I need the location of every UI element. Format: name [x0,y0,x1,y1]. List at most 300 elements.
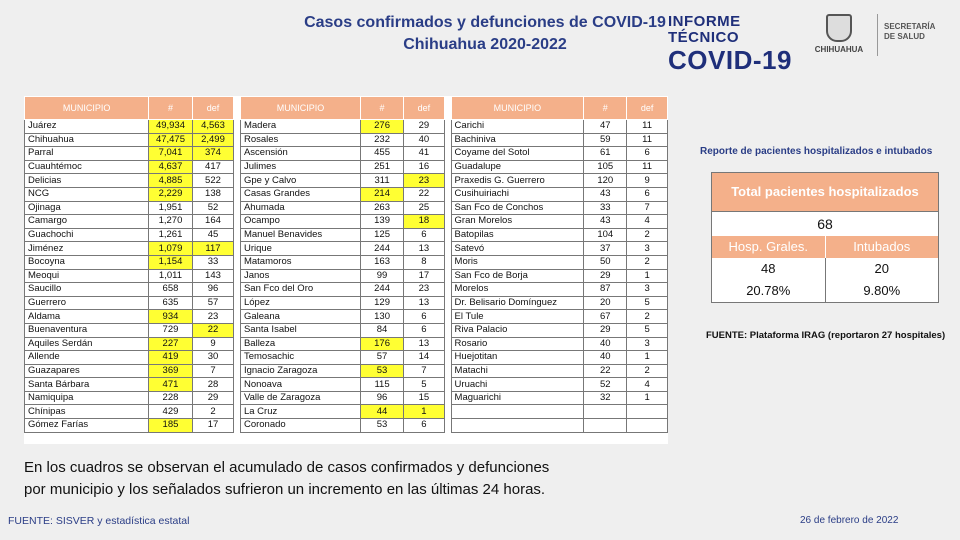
def-cell: 29 [404,120,445,134]
table-row [25,120,668,134]
municipio-cell: El Tule [451,310,584,324]
municipio-cell: Moris [451,255,584,269]
def-cell: 40 [404,133,445,147]
municipio-cell: Valle de Zaragoza [240,391,360,405]
def-cell: 2 [627,364,668,378]
municipio-cell: San Fco de Conchos [451,201,584,215]
casos-cell: 53 [361,364,404,378]
column-gap [444,242,451,256]
casos-cell: 7,041 [149,147,193,161]
municipios-table-container [24,96,668,444]
def-cell: 15 [404,391,445,405]
municipio-cell: Balleza [240,337,360,351]
column-gap [234,147,241,161]
hospital-values-row [712,258,938,280]
casos-cell: 47,475 [149,133,193,147]
municipio-cell: San Fco de Borja [451,269,584,283]
def-cell: 22 [404,187,445,201]
def-cell: 13 [404,242,445,256]
table-row [25,405,668,419]
def-cell: 417 [192,160,233,174]
casos-cell: 67 [584,310,627,324]
def-cell: 13 [404,296,445,310]
municipio-cell: Matamoros [240,255,360,269]
def-cell: 57 [192,296,233,310]
casos-cell: 53 [361,419,404,433]
casos-cell: 185 [149,419,193,433]
hospital-subheader-row [712,236,938,258]
def-cell: 7 [192,364,233,378]
column-gap [444,310,451,324]
casos-cell: 43 [584,187,627,201]
casos-cell: 129 [361,296,404,310]
def-cell: 4,563 [192,120,233,134]
def-cell: 6 [404,419,445,433]
explanation-note [24,457,624,501]
municipio-cell: Guadalupe [451,160,584,174]
def-cell: 9 [192,337,233,351]
def-cell: 6 [404,310,445,324]
hospital-pct-row [712,280,938,302]
casos-cell: 311 [361,174,404,188]
table-row [25,228,668,242]
table-row [25,187,668,201]
page-title [300,12,670,56]
municipios-table [24,96,668,433]
municipio-cell: Aldama [25,310,149,324]
def-cell: 2 [192,405,233,419]
municipio-cell: Rosario [451,337,584,351]
municipio-cell: Gran Morelos [451,215,584,229]
casos-cell: 635 [149,296,193,310]
header-def: def [192,97,233,120]
def-cell: 8 [404,255,445,269]
def-cell: 4 [627,215,668,229]
casos-cell: 22 [584,364,627,378]
def-cell: 18 [404,215,445,229]
casos-cell: 1,154 [149,255,193,269]
column-gap [234,378,241,392]
casos-cell [584,405,627,419]
municipio-cell: Aquiles Serdán [25,337,149,351]
def-cell: 1 [404,405,445,419]
casos-cell: 99 [361,269,404,283]
municipio-cell: La Cruz [240,405,360,419]
municipio-cell: López [240,296,360,310]
casos-cell: 163 [361,255,404,269]
casos-cell: 130 [361,310,404,324]
column-gap [234,351,241,365]
def-cell: 3 [627,283,668,297]
def-cell: 117 [192,242,233,256]
municipio-cell: Temosachic [240,351,360,365]
informe-tecnico-logo [668,14,798,74]
casos-cell: 658 [149,283,193,297]
header-municipio: MUNICIPIO [25,97,149,120]
municipio-cell: Nonoava [240,378,360,392]
column-gap [234,228,241,242]
def-cell: 138 [192,187,233,201]
casos-cell: 176 [361,337,404,351]
table-row [25,296,668,310]
casos-cell: 47 [584,120,627,134]
def-cell: 11 [627,133,668,147]
municipio-cell: Maguarichi [451,391,584,405]
column-gap [234,201,241,215]
casos-cell: 96 [361,391,404,405]
casos-cell: 87 [584,283,627,297]
municipio-cell: Guazapares [25,364,149,378]
informe-line-2: COVID-19 [668,45,792,75]
municipio-cell: San Fco del Oro [240,283,360,297]
intubados-value: 20 [874,261,889,276]
def-cell: 2 [627,310,668,324]
table-row [25,378,668,392]
hospital-summary-table [711,172,939,303]
casos-cell: 32 [584,391,627,405]
municipio-cell: Chínipas [25,405,149,419]
municipio-cell: Chihuahua [25,133,149,147]
municipio-cell: Batopilas [451,228,584,242]
casos-cell: 263 [361,201,404,215]
header-def: def [404,97,445,120]
def-cell: 6 [404,323,445,337]
casos-cell: 1,270 [149,215,193,229]
note-line-1: En los cuadros se observan el acumulado de casos confirmados y defunciones [24,459,550,476]
casos-cell: 37 [584,242,627,256]
municipio-cell: Matachi [451,364,584,378]
header-casos: # [584,97,627,120]
table-row [25,147,668,161]
def-cell: 3 [627,242,668,256]
table-row [25,242,668,256]
column-gap [444,201,451,215]
municipio-cell: Casas Grandes [240,187,360,201]
municipio-cell: Ahumada [240,201,360,215]
municipio-cell: Allende [25,351,149,365]
casos-cell: 57 [361,351,404,365]
def-cell: 6 [404,228,445,242]
report-date: 26 de febrero de 2022 [800,515,899,526]
column-gap [234,174,241,188]
casos-cell: 276 [361,120,404,134]
column-gap [444,160,451,174]
municipio-cell: Janos [240,269,360,283]
column-gap [234,391,241,405]
def-cell: 11 [627,160,668,174]
municipio-cell: Riva Palacio [451,323,584,337]
casos-cell: 50 [584,255,627,269]
casos-cell [584,419,627,433]
table-row [25,174,668,188]
column-gap [234,242,241,256]
table-row [25,201,668,215]
column-gap [234,323,241,337]
column-gap [444,147,451,161]
def-cell: 11 [627,120,668,134]
table-row [25,215,668,229]
casos-cell: 125 [361,228,404,242]
intubados-pct: 9.80% [863,283,901,298]
column-gap [444,283,451,297]
municipio-cell: Rosales [240,133,360,147]
header-casos: # [361,97,404,120]
def-cell: 25 [404,201,445,215]
municipio-cell: Coyame del Sotol [451,147,584,161]
municipio-cell: Guerrero [25,296,149,310]
municipio-cell: Namiquipa [25,391,149,405]
def-cell: 5 [627,296,668,310]
column-gap [444,391,451,405]
def-cell: 17 [404,269,445,283]
casos-cell: 4,637 [149,160,193,174]
def-cell: 6 [627,147,668,161]
casos-cell: 455 [361,147,404,161]
note-line-2: por municipio y los señalados sufrieron un incremento en las últimas 24 horas. [24,481,546,498]
chihuahua-logo-text: CHIHUAHUA [814,45,864,54]
municipio-cell: Huejotitan [451,351,584,365]
casos-cell: 61 [584,147,627,161]
column-gap [444,255,451,269]
table-row [25,255,668,269]
def-cell: 23 [404,174,445,188]
column-gap [444,228,451,242]
table-row [25,391,668,405]
casos-cell: 4,885 [149,174,193,188]
def-cell [627,405,668,419]
def-cell: 7 [627,201,668,215]
def-cell: 7 [404,364,445,378]
casos-cell: 1,951 [149,201,193,215]
municipio-cell: NCG [25,187,149,201]
casos-cell: 228 [149,391,193,405]
casos-cell: 33 [584,201,627,215]
hospital-total: 68 [817,216,833,232]
casos-cell: 84 [361,323,404,337]
column-gap [444,378,451,392]
municipio-cell: Ocampo [240,215,360,229]
def-cell: 45 [192,228,233,242]
municipio-cell: Santa Bárbara [25,378,149,392]
casos-cell: 1,079 [149,242,193,256]
table-row [25,323,668,337]
source-footer: FUENTE: SISVER y estadística estatal [8,515,190,527]
table-row [25,337,668,351]
def-cell: 96 [192,283,233,297]
column-gap [444,323,451,337]
table-row [25,283,668,297]
column-gap [234,120,241,134]
casos-cell: 104 [584,228,627,242]
municipio-cell: Coronado [240,419,360,433]
casos-cell: 115 [361,378,404,392]
header-municipio: MUNICIPIO [240,97,360,120]
casos-cell: 59 [584,133,627,147]
casos-cell: 471 [149,378,193,392]
def-cell: 52 [192,201,233,215]
column-gap [444,174,451,188]
logo-divider [877,14,878,56]
def-cell: 4 [627,378,668,392]
def-cell: 14 [404,351,445,365]
column-gap [444,187,451,201]
def-cell: 6 [627,187,668,201]
casos-cell: 369 [149,364,193,378]
municipio-cell: Gpe y Calvo [240,174,360,188]
def-cell: 22 [192,323,233,337]
header-casos: # [149,97,193,120]
def-cell: 2 [627,255,668,269]
shield-icon [826,14,852,42]
casos-cell: 729 [149,323,193,337]
informe-line-1: INFORME TÉCNICO [668,13,741,46]
def-cell: 30 [192,351,233,365]
municipio-cell: Praxedis G. Guerrero [451,174,584,188]
casos-cell: 105 [584,160,627,174]
municipio-cell: Madera [240,120,360,134]
casos-cell: 429 [149,405,193,419]
municipio-cell: Manuel Benavides [240,228,360,242]
casos-cell: 244 [361,283,404,297]
def-cell: 522 [192,174,233,188]
municipio-cell: Dr. Belisario Domínguez [451,296,584,310]
def-cell: 143 [192,269,233,283]
def-cell: 13 [404,337,445,351]
casos-cell: 40 [584,337,627,351]
municipio-cell: Julimes [240,160,360,174]
municipio-cell: Cusihuiriachi [451,187,584,201]
municipio-cell: Ascensión [240,147,360,161]
municipio-cell: Uruachi [451,378,584,392]
casos-cell: 49,934 [149,120,193,134]
table-header-row [25,97,668,120]
municipio-cell: Jiménez [25,242,149,256]
def-cell: 28 [192,378,233,392]
casos-cell: 244 [361,242,404,256]
casos-cell: 139 [361,215,404,229]
column-gap [234,310,241,324]
casos-cell: 40 [584,351,627,365]
casos-cell: 29 [584,323,627,337]
def-cell: 29 [192,391,233,405]
casos-cell: 20 [584,296,627,310]
column-gap [234,97,241,120]
secretaria-salud-logo [884,22,935,42]
column-gap [444,97,451,120]
column-gap [234,337,241,351]
def-cell: 5 [627,323,668,337]
def-cell: 1 [627,391,668,405]
casos-cell: 214 [361,187,404,201]
column-gap [234,133,241,147]
salud-line-1: SECRETARÍA [884,22,936,31]
casos-cell: 52 [584,378,627,392]
header-def: def [627,97,668,120]
casos-cell: 232 [361,133,404,147]
municipio-cell: Bocoyna [25,255,149,269]
column-gap [234,405,241,419]
municipio-cell [451,405,584,419]
table-row [25,419,668,433]
title-line-1: Casos confirmados y defunciones de COVID-19 [304,14,666,31]
column-gap [444,215,451,229]
table-row [25,364,668,378]
table-row [25,310,668,324]
def-cell: 23 [192,310,233,324]
chihuahua-logo [810,14,868,54]
column-gap [444,269,451,283]
hospital-source: FUENTE: Plataforma IRAG (reportaron 27 hospitales) [706,330,946,341]
def-cell: 23 [404,283,445,297]
municipio-cell: Santa Isabel [240,323,360,337]
municipio-cell: Buenaventura [25,323,149,337]
column-gap [444,419,451,433]
municipio-cell: Carichi [451,120,584,134]
def-cell: 2,499 [192,133,233,147]
casos-cell: 419 [149,351,193,365]
def-cell: 164 [192,215,233,229]
casos-cell: 1,011 [149,269,193,283]
municipio-cell: Juárez [25,120,149,134]
table-row [25,351,668,365]
intubados-label: Intubados [826,236,939,258]
header-municipio: MUNICIPIO [451,97,584,120]
def-cell: 5 [404,378,445,392]
def-cell: 33 [192,255,233,269]
column-gap [234,187,241,201]
casos-cell: 44 [361,405,404,419]
table-row [25,133,668,147]
def-cell: 374 [192,147,233,161]
def-cell: 2 [627,228,668,242]
def-cell: 3 [627,337,668,351]
column-gap [444,133,451,147]
column-gap [444,364,451,378]
municipio-cell: Ignacio Zaragoza [240,364,360,378]
casos-cell: 934 [149,310,193,324]
column-gap [234,269,241,283]
municipio-cell: Saucillo [25,283,149,297]
municipio-cell: Bachiniva [451,133,584,147]
casos-cell: 227 [149,337,193,351]
column-gap [234,419,241,433]
def-cell: 9 [627,174,668,188]
municipio-cell: Meoqui [25,269,149,283]
hospital-report-title: Reporte de pacientes hospitalizados e intubados [700,146,933,157]
casos-cell: 43 [584,215,627,229]
def-cell: 17 [192,419,233,433]
municipio-cell: Ojinaga [25,201,149,215]
column-gap [234,364,241,378]
hosp-grales-pct: 20.78% [712,280,826,302]
casos-cell: 29 [584,269,627,283]
def-cell [627,419,668,433]
column-gap [444,296,451,310]
municipio-cell: Camargo [25,215,149,229]
column-gap [234,296,241,310]
column-gap [444,405,451,419]
municipio-cell: Parral [25,147,149,161]
column-gap [234,283,241,297]
casos-cell: 120 [584,174,627,188]
municipio-cell: Urique [240,242,360,256]
municipio-cell: Gómez Farías [25,419,149,433]
municipio-cell: Delicias [25,174,149,188]
municipio-cell: Galeana [240,310,360,324]
salud-line-2: DE SALUD [884,32,925,41]
column-gap [444,337,451,351]
municipio-cell: Satevó [451,242,584,256]
